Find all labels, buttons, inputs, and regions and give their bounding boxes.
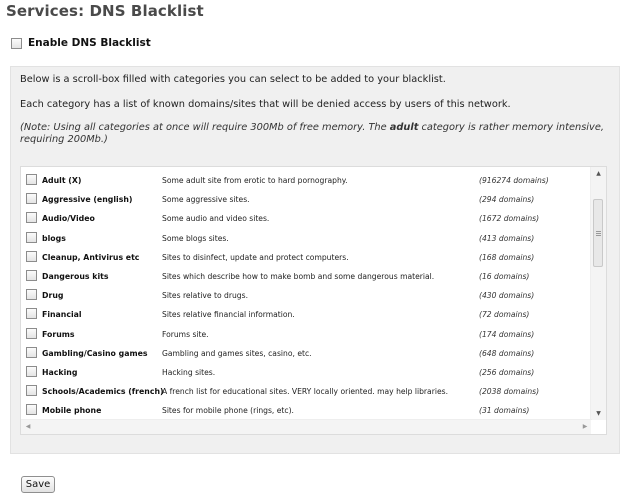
category-description: Some blogs sites. — [162, 233, 229, 243]
category-name: Drug — [42, 291, 64, 301]
vertical-scrollbar[interactable] — [590, 167, 606, 421]
category-domain-count: (256 domains) — [479, 368, 535, 377]
category-checkbox[interactable] — [26, 347, 37, 358]
category-domain-count: (2038 domains) — [479, 387, 540, 397]
category-checkbox[interactable] — [26, 328, 37, 339]
category-description: A french list for educational sites. VERY locally oriented. may help libraries. — [162, 387, 448, 397]
page-title: Services: DNS Blacklist — [6, 2, 204, 20]
scroll-up-arrow-icon[interactable]: ▲ — [596, 170, 601, 177]
category-row[interactable] — [21, 229, 591, 248]
intro-text-1: Below is a scroll-box filled with categories you can select to be added to your blacklist. — [20, 74, 446, 85]
category-row[interactable] — [21, 171, 591, 190]
category-row[interactable] — [21, 248, 591, 267]
category-description: Forums site. — [162, 329, 209, 339]
category-checkbox[interactable] — [26, 289, 37, 300]
category-row[interactable] — [21, 401, 591, 420]
scroll-down-arrow-icon[interactable]: ▼ — [596, 410, 601, 417]
horizontal-scrollbar[interactable] — [21, 419, 592, 434]
category-name: Forums — [42, 329, 75, 339]
category-description: Some adult site from erotic to hard pornography. — [162, 176, 348, 185]
enable-dns-blacklist-checkbox[interactable] — [11, 38, 22, 49]
category-domain-count: (294 domains) — [479, 195, 535, 205]
category-checkbox[interactable] — [26, 174, 37, 185]
category-domain-count: (916274 domains) — [479, 176, 549, 185]
category-description: Sites relative financial information. — [162, 310, 295, 320]
category-domain-count: (72 domains) — [479, 310, 530, 320]
category-domain-count: (16 domains) — [479, 272, 530, 281]
category-row[interactable] — [21, 325, 591, 344]
category-row[interactable] — [21, 267, 591, 286]
category-description: Sites for mobile phone (rings, etc). — [162, 406, 294, 416]
vertical-scroll-thumb[interactable] — [593, 199, 603, 267]
category-domain-count: (430 domains) — [479, 291, 535, 301]
category-description: Gambling and games sites, casino, etc. — [162, 348, 312, 358]
scroll-grip-icon — [596, 231, 601, 232]
category-name: Schools/Academics (french) — [42, 387, 164, 397]
category-domain-count: (174 domains) — [479, 329, 535, 339]
categories-scrollbox[interactable] — [20, 166, 607, 435]
category-name: Audio/Video — [42, 214, 95, 224]
category-name: Mobile phone — [42, 406, 102, 416]
save-button[interactable]: Save — [21, 476, 55, 493]
category-name: Gambling/Casino games — [42, 348, 148, 358]
category-name: Financial — [42, 310, 82, 320]
category-domain-count: (413 domains) — [479, 233, 535, 243]
category-description: Hacking sites. — [162, 368, 216, 377]
category-description: Sites relative to drugs. — [162, 291, 248, 301]
scroll-left-arrow-icon[interactable]: ◀ — [25, 423, 31, 430]
enable-dns-blacklist-label: Enable DNS Blacklist — [28, 37, 151, 49]
category-checkbox[interactable] — [26, 251, 37, 262]
category-domain-count: (31 domains) — [479, 406, 530, 416]
category-name: Dangerous kits — [42, 272, 109, 281]
scroll-right-arrow-icon[interactable]: ▶ — [582, 423, 588, 430]
category-row[interactable] — [21, 209, 591, 228]
category-row[interactable] — [21, 363, 591, 382]
category-row[interactable] — [21, 286, 591, 305]
category-domain-count: (168 domains) — [479, 252, 535, 262]
category-name: blogs — [42, 233, 66, 243]
category-name: Adult (X) — [42, 176, 82, 185]
category-row[interactable] — [21, 190, 591, 209]
category-checkbox[interactable] — [26, 404, 37, 415]
category-description: Some audio and video sites. — [162, 214, 270, 224]
category-row[interactable] — [21, 305, 591, 324]
category-checkbox[interactable] — [26, 232, 37, 243]
memory-note: (Note: Using all categories at once will require 300Mb of free memory. The adult category is rather memory intensive, requiring 200Mb.) — [20, 122, 604, 145]
category-row[interactable] — [21, 382, 591, 401]
category-row[interactable] — [21, 344, 591, 363]
category-checkbox[interactable] — [26, 366, 37, 377]
category-name: Hacking — [42, 368, 78, 377]
category-description: Sites which describe how to make bomb and some dangerous material. — [162, 272, 435, 281]
category-checkbox[interactable] — [26, 212, 37, 223]
category-description: Some aggressive sites. — [162, 195, 250, 205]
categories-panel — [10, 66, 620, 454]
category-description: Sites to disinfect, update and protect computers. — [162, 252, 349, 262]
category-checkbox[interactable] — [26, 270, 37, 281]
intro-text-2: Each category has a list of known domains/sites that will be denied access by users of this network. — [20, 99, 511, 110]
category-name: Aggressive (english) — [42, 195, 133, 205]
enable-dns-blacklist[interactable] — [11, 37, 151, 49]
category-checkbox[interactable] — [26, 308, 37, 319]
category-checkbox[interactable] — [26, 193, 37, 204]
category-name: Cleanup, Antivirus etc — [42, 252, 140, 262]
category-checkbox[interactable] — [26, 385, 37, 396]
scrollbar-corner — [591, 420, 606, 434]
category-domain-count: (1672 domains) — [479, 214, 540, 224]
category-domain-count: (648 domains) — [479, 348, 535, 358]
